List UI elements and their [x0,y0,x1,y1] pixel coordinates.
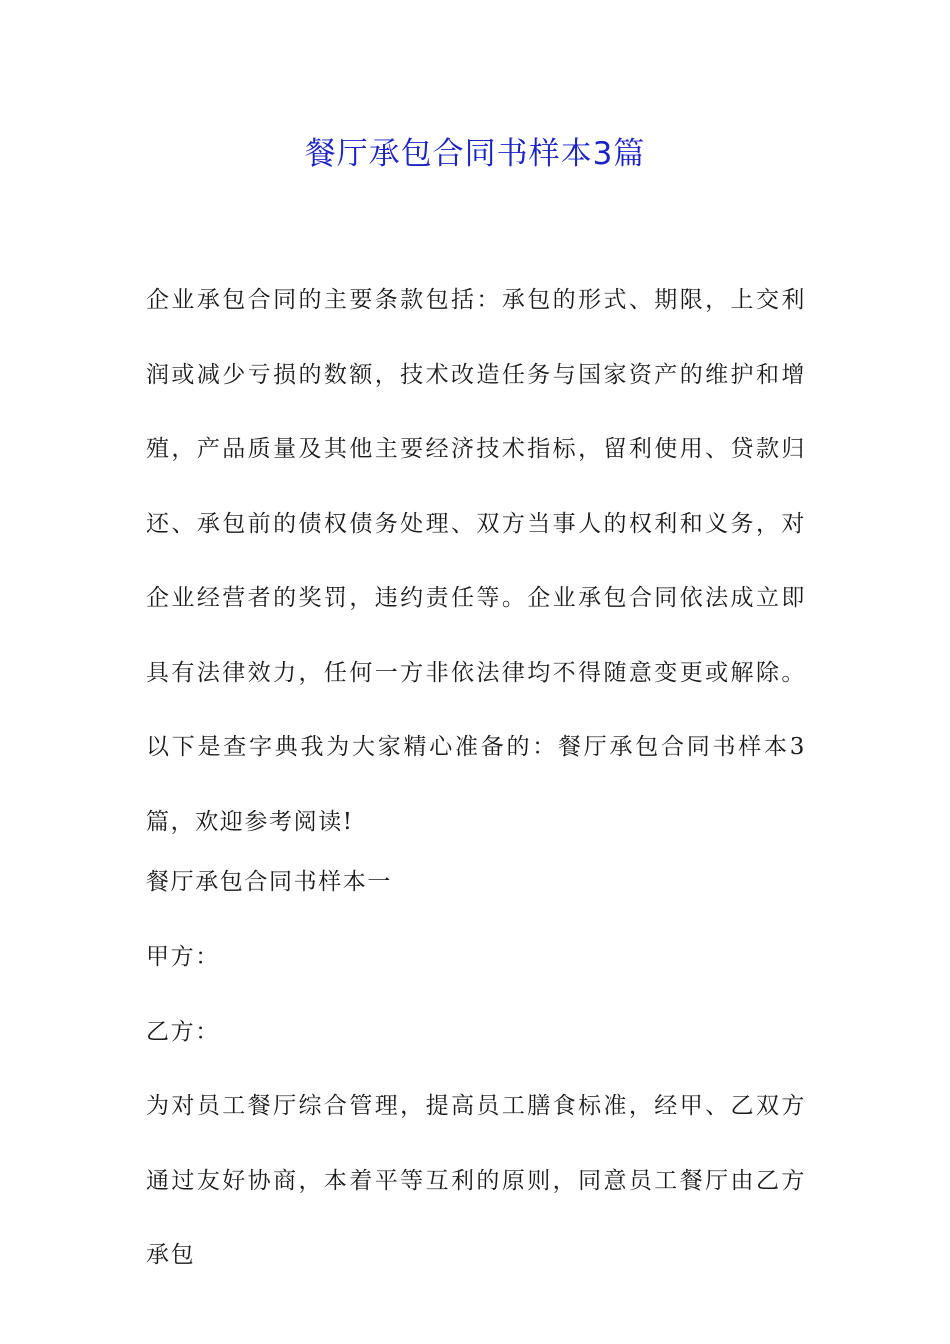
document-title: 餐厅承包合同书样本3篇 [304,136,646,172]
contract-paragraph: 为对员工餐厅综合管理，提高员工膳食标准，经甲、乙双方通过友好协商，本着平等互利的原则，同意员工餐厅由乙方承包 [146,1093,806,1268]
party-b-label: 乙方： [146,1019,220,1045]
section-heading: 餐厅承包合同书样本一 [146,869,392,895]
party-a-label: 甲方： [146,944,220,970]
intro-paragraph: 企业承包合同的主要条款包括：承包的形式、期限，上交利润或减少亏损的数额，技术改造任务与国家资产的维护和增殖，产品质量及其他主要经济技术指标，留利使用、贷款归还、承包前的债权债务处理、双方当事人的权利和义务，对企业经营者的奖罚，违约责任等。企业承包合同依法成立即具有法律效力，任何一方非依法律均不得随意变更或解除。以下是查字典我为大家精心准备的：餐厅承包合同书样本3篇，欢迎参考阅读! [146,287,806,835]
